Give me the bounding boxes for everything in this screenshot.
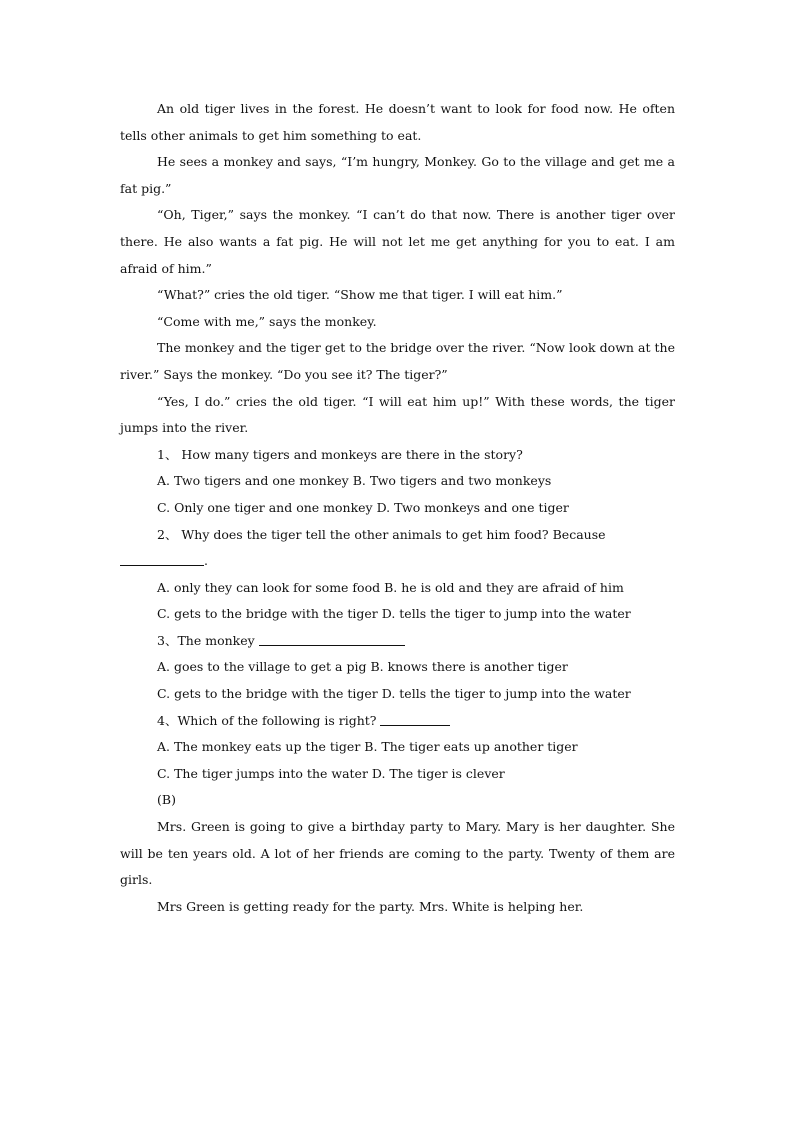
- question-3-options-ab: A. goes to the village to get a pig B. knows there is another tiger: [157, 659, 568, 675]
- question-1-options-cd: C. Only one tiger and one monkey D. Two monkeys and one tiger: [157, 499, 569, 515]
- passage-a-paragraph: “Oh, Tiger,” says the monkey. “I can’t do that now. There is another tiger over there. He also wants a fat pig. He will not let me get anything for you to eat. I am afraid of him.”: [120, 207, 675, 276]
- answer-blank[interactable]: [120, 553, 204, 566]
- passage-a-paragraph: An old tiger lives in the forest. He doesn’t want to look for food now. He often tells other animals to get him something to eat.: [120, 101, 675, 143]
- passage-b-paragraph: Mrs Green is getting ready for the party. Mrs. White is helping her.: [157, 898, 584, 914]
- question-4-stem-line: [120, 708, 675, 735]
- question-2-options-ab: A. only they can look for some food B. he is old and they are afraid of him: [157, 579, 624, 595]
- question-1-options-ab: A. Two tigers and one monkey B. Two tigers and two monkeys: [157, 473, 552, 489]
- question-3-options-cd: C. gets to the bridge with the tiger D. tells the tiger to jump into the water: [157, 686, 631, 702]
- answer-blank[interactable]: [380, 713, 450, 726]
- question-4-stem: 4、Which of the following is right?: [157, 712, 377, 728]
- answer-blank[interactable]: [259, 633, 405, 646]
- passage-b-label: (B): [157, 792, 176, 808]
- passage-a-paragraph: “Come with me,” says the monkey.: [157, 313, 377, 329]
- passage-a-paragraph: He sees a monkey and says, “I’m hungry, Monkey. Go to the village and get me a fat pig.”: [120, 154, 675, 196]
- question-3-stem-line: [120, 628, 675, 655]
- question-2-stem: 2、 Why does the tiger tell the other animals to get him food? Because: [157, 526, 606, 542]
- question-2-answer-line: .: [120, 548, 675, 575]
- passage-a-paragraph: The monkey and the tiger get to the bridge over the river. “Now look down at the river.” Says the monkey. “Do you see it? The tiger?”: [120, 340, 675, 382]
- question-4-options-ab: A. The monkey eats up the tiger B. The tiger eats up another tiger: [157, 739, 578, 755]
- passage-a-paragraph: “What?” cries the old tiger. “Show me that tiger. I will eat him.”: [157, 287, 563, 303]
- passage-b-paragraph: Mrs. Green is going to give a birthday party to Mary. Mary is her daughter. She will be ten years old. A lot of her friends are coming to the party. Twenty of them are girls.: [120, 819, 675, 888]
- question-1-stem: 1、 How many tigers and monkeys are there in the story?: [157, 446, 523, 462]
- question-4-options-cd: C. The tiger jumps into the water D. The tiger is clever: [157, 765, 505, 781]
- question-3-stem: 3、The monkey: [157, 632, 255, 648]
- document-body: [120, 96, 675, 920]
- passage-a-paragraph: “Yes, I do.” cries the old tiger. “I will eat him up!” With these words, the tiger jumps into the river.: [120, 393, 675, 436]
- question-2-options-cd: C. gets to the bridge with the tiger D. tells the tiger to jump into the water: [157, 606, 631, 622]
